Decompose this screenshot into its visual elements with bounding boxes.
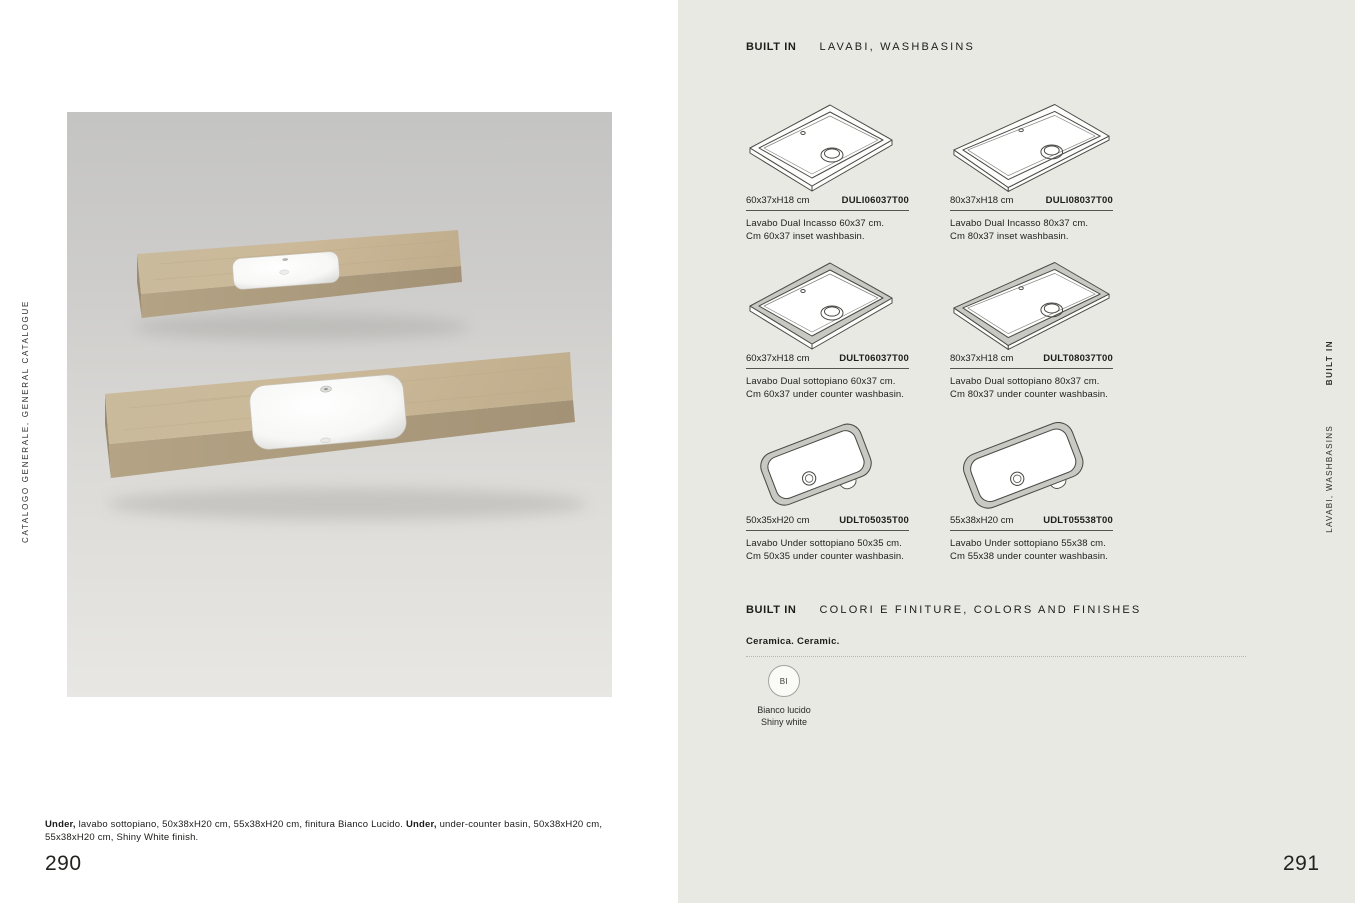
under-counter-washbasin-80x37-drawing-icon — [950, 258, 1113, 350]
upper-slab-shadow — [134, 314, 470, 340]
inset-washbasin-80x37-drawing-icon — [950, 100, 1113, 192]
dotted-divider — [746, 656, 1246, 657]
lower-basin-cutout — [249, 373, 408, 450]
product-desc-it: Lavabo Dual Incasso 60x37 cm. — [746, 218, 885, 229]
right-page-number: 291 — [1283, 852, 1320, 875]
product-desc-en: Cm 55x38 under counter washbasin. — [950, 551, 1109, 562]
product-card — [950, 420, 1113, 563]
material-label: Ceramica. Ceramic. — [746, 636, 840, 647]
product-desc-en: Cm 60x37 under counter washbasin. — [746, 389, 905, 400]
caption-text-en: under-counter basin, 50x38xH20 cm, 55x38xH20 cm, Shiny White finish. — [45, 818, 603, 843]
product-card — [746, 104, 909, 243]
divider — [950, 210, 1113, 211]
swatch-circle-icon — [768, 665, 800, 697]
swatch-name-en: Shiny white — [760, 717, 808, 727]
product-card — [950, 254, 1113, 401]
side-tab-built-in: BUILT IN — [1325, 340, 1334, 386]
product-card — [950, 104, 1113, 243]
product-code: DULI06037T00 — [841, 195, 909, 206]
product-dimensions: 55x38xH20 cm — [950, 515, 1014, 526]
product-desc-en: Cm 50x35 under counter washbasin. — [746, 551, 905, 562]
product-code: DULT08037T00 — [1043, 353, 1113, 364]
product-desc-it: Lavabo Dual Incasso 80x37 cm. — [950, 218, 1089, 229]
wood-countertop-washbasins-photo — [67, 112, 612, 697]
product-desc-it: Lavabo Under sottopiano 50x35 cm. — [746, 538, 902, 549]
finishes-category: BUILT IN — [746, 604, 797, 616]
divider — [950, 368, 1113, 369]
left-page-number: 290 — [45, 852, 82, 875]
product-desc-en: Cm 80x37 under counter washbasin. — [950, 389, 1109, 400]
product-card — [746, 420, 909, 563]
catalog-side-label: CATALOGO GENERALE, GENERAL CATALOGUE — [21, 300, 30, 544]
product-desc-en: Cm 60x37 inset washbasin. — [746, 231, 865, 242]
under-washbasin-50x35-drawing-icon — [746, 422, 886, 512]
finishes-header — [746, 604, 1141, 616]
side-tab-lavabi-washbasins: LAVABI, WASHBASINS — [1325, 425, 1334, 533]
under-counter-washbasin-60x37-drawing-icon — [746, 258, 896, 350]
header-category: BUILT IN — [746, 41, 797, 53]
divider — [746, 530, 909, 531]
caption-bold-it: Under, — [45, 818, 76, 830]
divider — [746, 210, 909, 211]
finish-swatch — [724, 665, 844, 728]
product-desc-en: Cm 80x37 inset washbasin. — [950, 231, 1069, 242]
product-code: DULT06037T00 — [839, 353, 909, 364]
product-code: DULI08037T00 — [1045, 195, 1113, 206]
caption-bold-en: Under, — [405, 818, 437, 830]
under-washbasin-55x38-drawing-icon — [950, 422, 1100, 512]
product-dimensions: 80x37xH18 cm — [950, 195, 1014, 206]
caption-text-it: lavabo sottopiano, 50x38xH20 cm, 55x38xH20 cm, finitura Bianco Lucido. — [75, 818, 406, 830]
product-dimensions: 80x37xH18 cm — [950, 353, 1014, 364]
page-header — [746, 41, 975, 53]
right-catalog-page — [678, 0, 1355, 903]
swatch-code: BI — [779, 676, 789, 686]
product-desc-it: Lavabo Under sottopiano 55x38 cm. — [950, 538, 1106, 549]
header-section: LAVABI, WASHBASINS — [819, 41, 976, 53]
product-dimensions: 60x37xH18 cm — [746, 353, 810, 364]
divider — [950, 530, 1113, 531]
product-photo — [67, 112, 612, 697]
product-desc-it: Lavabo Dual sottopiano 80x37 cm. — [950, 376, 1100, 387]
product-dimensions: 50x35xH20 cm — [746, 515, 810, 526]
product-code: UDLT05538T00 — [1043, 515, 1113, 526]
product-desc-it: Lavabo Dual sottopiano 60x37 cm. — [746, 376, 896, 387]
product-dimensions: 60x37xH18 cm — [746, 195, 810, 206]
inset-washbasin-60x37-drawing-icon — [746, 100, 896, 192]
divider — [746, 368, 909, 369]
finishes-section: COLORI E FINITURE, COLORS AND FINISHES — [819, 604, 1142, 616]
swatch-name-it: Bianco lucido — [757, 705, 811, 715]
product-code: UDLT05035T00 — [839, 515, 909, 526]
lower-slab-shadow — [107, 488, 587, 520]
product-card — [746, 254, 909, 401]
photo-caption — [45, 818, 607, 844]
